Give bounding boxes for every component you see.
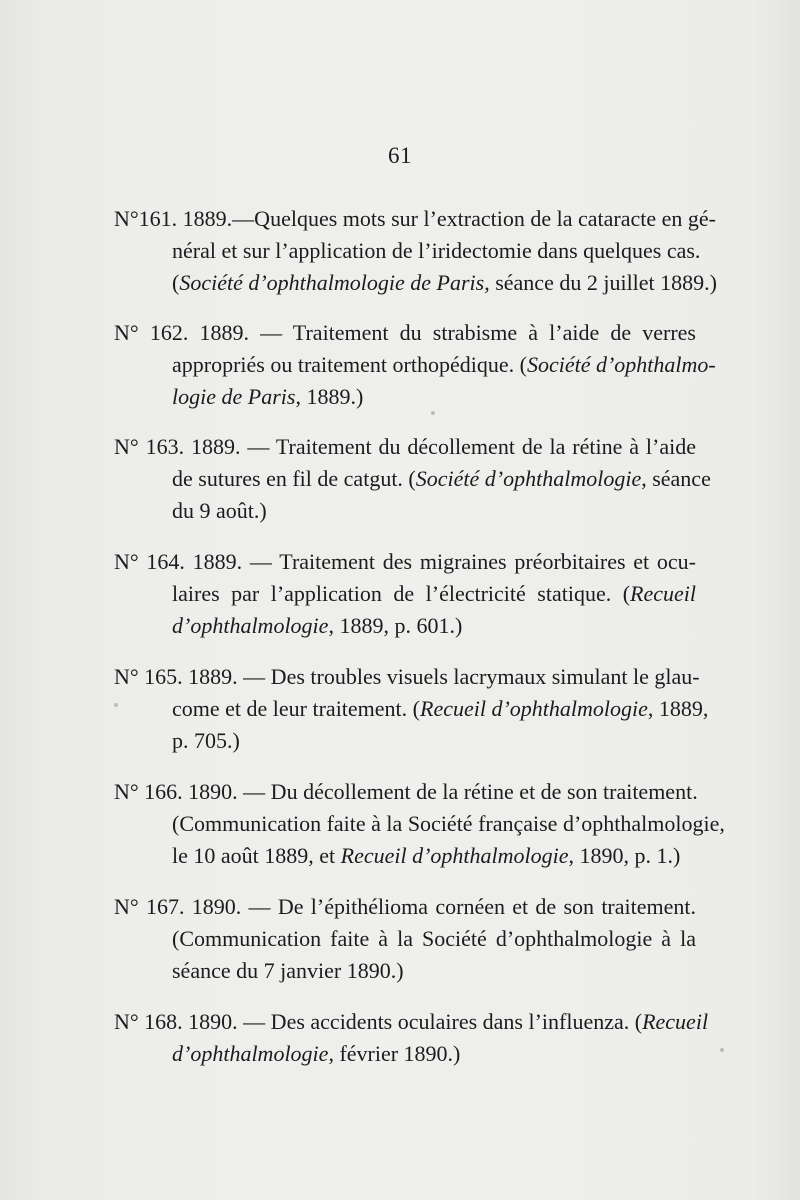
entry-line: [114, 578, 696, 610]
entry-line: [114, 923, 696, 955]
entry-text: séance du 7 janvier 1890.): [172, 958, 404, 983]
bibliography-entry-165: [114, 661, 709, 757]
entry-text: laires par l’application de l’électricité statique. (: [172, 581, 631, 606]
entry-line: [114, 349, 716, 381]
entry-line: [114, 808, 725, 840]
italic-citation-text: d’ophthalmologie: [172, 1041, 329, 1066]
entry-line: [114, 955, 696, 987]
entry-text: néral et sur l’application de l’iridectomie dans quelques cas.: [172, 238, 701, 263]
italic-citation-text: d’ophthalmologie: [172, 613, 329, 638]
entry-line: [114, 1038, 696, 1070]
entry-text: N° 164. 1889. — Traitement des migraines préorbitaires et ocu-: [114, 549, 696, 574]
paper-speck: [720, 1048, 724, 1052]
italic-citation-text: Recueil d’ophthalmologie: [420, 696, 648, 721]
italic-citation-text: Société d’ophthalmologie: [415, 466, 642, 491]
entry-text: , 1890, p. 1.): [568, 843, 681, 868]
entry-line: [114, 317, 696, 349]
entry-line: [114, 693, 709, 725]
entry-text: N° 166. 1890. — Du décollement de la rétine et de son traitement.: [114, 779, 698, 804]
entry-line: [114, 840, 696, 872]
entry-line: [114, 381, 696, 413]
entry-text: , 1889, p. 601.): [328, 613, 463, 638]
entry-line: [114, 610, 696, 642]
entry-text: N° 162. 1889. — Traitement du strabisme à l’aide de verres: [114, 320, 696, 345]
entry-line: [114, 203, 716, 235]
italic-citation-text: Société d’ophthalmologie de Paris: [179, 270, 485, 295]
entry-line: [114, 891, 696, 923]
italic-citation-text: Recueil d’ophthalmologie: [340, 843, 569, 868]
italic-citation-text: Recueil: [630, 581, 696, 606]
bibliography-entry-162: [114, 317, 716, 413]
entry-line: [114, 463, 711, 495]
entry-text: N° 163. 1889. — Traitement du décollement de la rétine à l’aide: [114, 434, 696, 459]
bibliography-entry-168: [114, 1006, 709, 1070]
entry-line: [114, 776, 696, 808]
italic-citation-text: Recueil: [642, 1009, 709, 1034]
entry-text: appropriés ou traitement orthopédique. (: [172, 352, 527, 377]
entry-text: le 10 août 1889, et: [172, 843, 341, 868]
entry-text: p. 705.): [172, 728, 240, 753]
entry-text: (: [172, 270, 180, 295]
entry-text: , 1889.): [295, 384, 364, 409]
entry-text: N°161. 1889.—Quelques mots sur l’extraction de la cataracte en gé-: [114, 206, 716, 231]
entry-line: [114, 661, 700, 693]
entry-line: [114, 725, 696, 757]
bibliography-entry-166: [114, 776, 725, 872]
entry-line: [114, 267, 717, 299]
entry-text: , séance: [641, 466, 711, 491]
entry-text: come et de leur traitement. (: [172, 696, 420, 721]
entry-text: (Communication faite à la Société d’ophthalmologie à la: [172, 926, 696, 951]
italic-citation-text: Société d’ophthalmo-: [526, 352, 716, 377]
entry-text: N° 168. 1890. — Des accidents oculaires dans l’influenza. (: [114, 1009, 643, 1034]
bibliography-entry-167: [114, 891, 696, 987]
entry-text: , 1889,: [647, 696, 709, 721]
italic-citation-text: logie de Paris: [172, 384, 296, 409]
entry-text: de sutures en fil de catgut. (: [172, 466, 416, 491]
entry-line: [114, 1006, 709, 1038]
entry-text: , séance du 2 juillet 1889.): [484, 270, 717, 295]
entry-text: N° 165. 1889. — Des troubles visuels lacrymaux simulant le glau-: [114, 664, 700, 689]
paper-speck: [431, 411, 435, 415]
page-number: 61: [388, 143, 412, 168]
paper-speck: [114, 703, 118, 707]
entry-line: [114, 431, 696, 463]
bibliography-entry-163: [114, 431, 711, 527]
bibliography-entry-164: [114, 546, 696, 642]
entry-line: [114, 546, 696, 578]
entry-text: (Communication faite à la Société française d’ophthalmologie,: [172, 811, 725, 836]
entry-text: du 9 août.): [172, 498, 267, 523]
entry-text: N° 167. 1890. — De l’épithélioma cornéen et de son traitement.: [114, 894, 696, 919]
entry-line: [114, 235, 701, 267]
entry-text: , février 1890.): [328, 1041, 461, 1066]
entry-line: [114, 495, 696, 527]
bibliography-entry-161: [114, 203, 717, 299]
